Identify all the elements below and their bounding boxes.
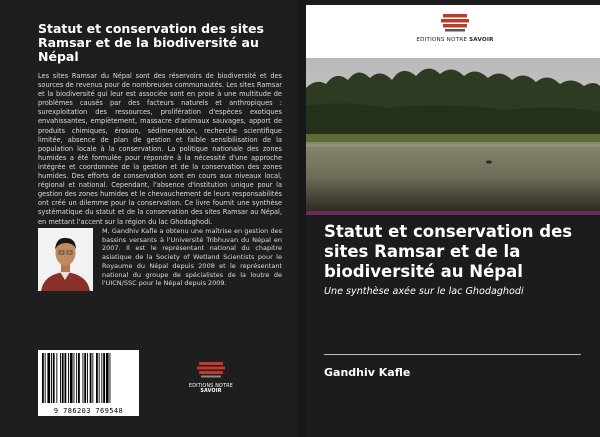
author-photo <box>38 228 93 291</box>
back-publisher-name: EDITIONS NOTRE SAVOIR <box>189 384 233 394</box>
barcode-bar <box>60 353 61 403</box>
barcode-bar <box>62 353 64 403</box>
barcode-bar <box>101 353 102 403</box>
barcode-bar <box>76 353 77 403</box>
lake-photo <box>306 58 600 211</box>
accent-bar <box>306 211 600 215</box>
barcode-bar <box>74 353 75 403</box>
back-cover <box>0 0 298 437</box>
spine <box>298 0 306 437</box>
barcode-bar <box>68 353 69 403</box>
barcode-bar <box>92 353 93 403</box>
author-portrait-icon <box>38 228 93 291</box>
author-bio: M. Gandhiv Kafle a obtenu une maîtrise en gestion des bassins versants à l'Université Tribhuvan du Népal en 2007. Il est le représentant national du chapitre asiatique de la Society of Wetland Scientists pour le Royaume du Népal depuis 2008 et le représentant national du groupe de spécialistes de la loutre de l'UICN/SSC pour le Népal depuis 2009. <box>102 227 282 288</box>
front-publisher-name: EDITIONS NOTRE SAVOIR <box>416 37 494 43</box>
front-publisher-logo <box>410 12 500 43</box>
barcode-icon <box>38 350 139 406</box>
divider-line <box>324 354 581 355</box>
barcode-bar <box>51 353 52 403</box>
barcode-bar <box>87 353 88 403</box>
barcode-bar <box>70 353 73 403</box>
barcode-bar <box>78 353 80 403</box>
barcode <box>38 350 139 416</box>
barcode-bar <box>47 353 50 403</box>
barcode-bar <box>84 353 86 403</box>
barcode-bar <box>45 353 46 403</box>
book-stack-icon <box>440 12 470 32</box>
book-subtitle: Une synthèse axée sur le lac Ghodaghodi <box>324 286 524 297</box>
barcode-bar <box>90 353 92 403</box>
barcode-bar <box>106 353 109 403</box>
barcode-bar <box>99 353 100 403</box>
back-cover-title: Statut et conservation des sites Ramsar et de la biodiversité au Népal <box>38 21 264 64</box>
front-cover <box>306 0 600 437</box>
back-cover-blurb: Les sites Ramsar du Népal sont des réservoirs de biodiversité et des sources de revenus pour de nombreuses communautés. Les sites Ramsar et la biodiversité qui leur est associée sont en proie à une multitude de problèmes causés par des facteurs naturels et anthropiques : surexploitation des ressources, prolifération d'espèces exotiques envahissantes, empiètement, massacre d'animaux sauvages, apport de produits chimiques, érosion, sédimentation, recherche scientifique limitée, absence de plan de gestion et faible sensibilisation de la population locale à la conservation. La politique nationale des zones humides a été formulée pour répondre à la nécessité d'une approche intégrée et coordonnée de la gestion et de la conservation des zones humides. Des efforts de conservation sont en cours aux niveaux local, régional et national. Cependant, l'absence d'institution unique pour la gestion des zones humides et le chevauchement de leurs responsabilités ont créé un dilemme pour la conservation. Ce livre fournit une synthèse systématique du statut et de la conservation des sites Ramsar au Népal, en mettant l'accent sur la région du lac Ghodaghodi. <box>38 72 282 226</box>
barcode-bar <box>83 353 84 403</box>
isbn-number: 9 786203 769548 <box>53 407 124 415</box>
barcode-bar <box>65 353 67 403</box>
barcode-bar <box>96 353 98 403</box>
barcode-bar <box>103 353 105 403</box>
author-name: Gandhiv Kafle <box>324 366 411 379</box>
book-title: Statut et conservation des sites Ramsar et de la biodiversité au Népal <box>324 222 573 281</box>
barcode-bar <box>110 353 111 403</box>
barcode-bar <box>42 353 44 403</box>
back-publisher-logo <box>178 360 244 394</box>
book-stack-icon <box>196 360 226 378</box>
lake-landscape-image <box>306 58 600 211</box>
barcode-bar <box>53 353 55 403</box>
barcode-bar <box>56 353 57 403</box>
